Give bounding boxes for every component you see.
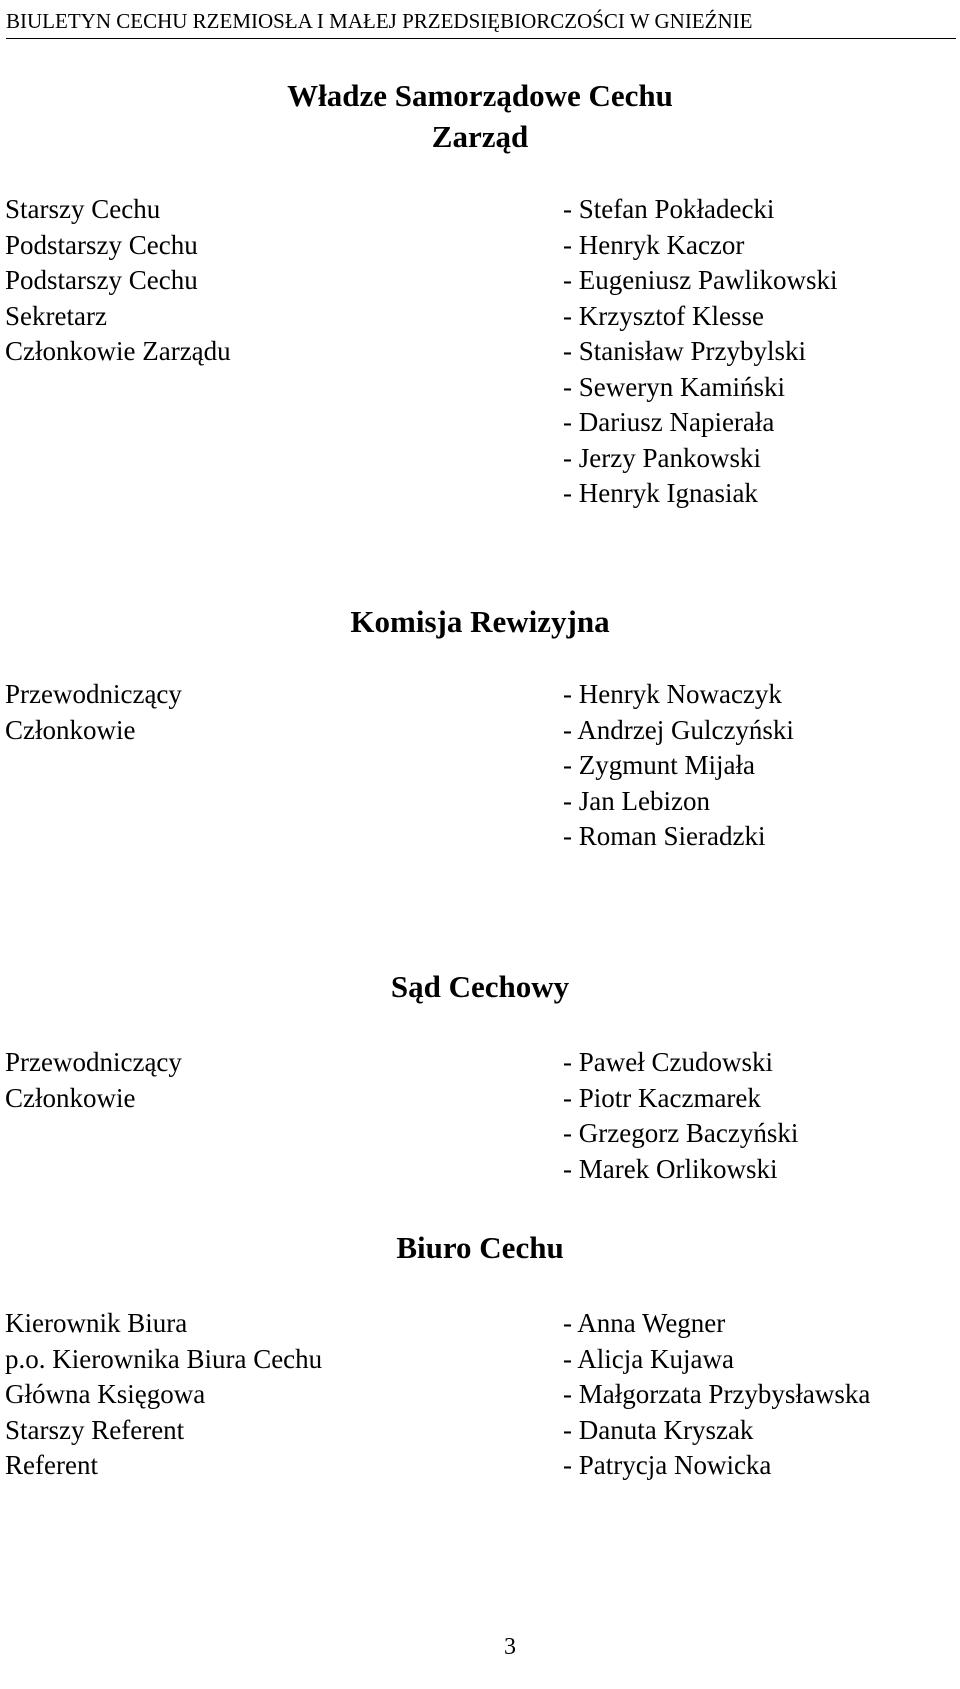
role-label: Podstarszy Cechu <box>5 265 198 295</box>
zarzad-title: Zarząd <box>431 119 529 154</box>
zarzad-roles <box>5 192 231 370</box>
sad-title: Sąd Cechowy <box>390 969 570 1004</box>
role-label: Członkowie <box>5 1082 136 1113</box>
member-name: - Grzegorz Baczyński <box>563 1118 799 1148</box>
zarzad-names <box>563 192 837 512</box>
member-name: - Roman Sieradzki <box>563 821 766 851</box>
member-name: - Patrycja Nowicka <box>563 1450 772 1480</box>
biuro-title: Biuro Cechu <box>396 1230 564 1265</box>
page-number: 3 <box>504 1634 516 1660</box>
member-name: - Eugeniusz Pawlikowski <box>563 265 838 295</box>
role-label: Członkowie Zarządu <box>5 336 231 366</box>
member-name: - Seweryn Kamiński <box>563 371 785 402</box>
member-name: - Paweł Czudowski <box>563 1047 773 1077</box>
role-label: Sekretarz <box>5 300 107 331</box>
member-name: - Marek Orlikowski <box>563 1153 778 1184</box>
member-name: - Piotr Kaczmarek <box>563 1082 761 1113</box>
komisja-title: Komisja Rewizyjna <box>350 604 610 639</box>
member-name: - Alicja Kujawa <box>563 1343 734 1374</box>
member-name: - Jan Lebizon <box>563 785 710 816</box>
role-label: Członkowie <box>5 714 136 745</box>
bulletin-header: BIULETYN CECHU RZEMIOSŁA I MAŁEJ PRZEDSIĘBIORCZOŚCI W GNIEŹNIE <box>6 8 956 39</box>
member-name: - Andrzej Gulczyński <box>563 714 794 745</box>
role-label: Starszy Cechu <box>5 194 161 224</box>
member-name: - Krzysztof Klesse <box>563 300 764 331</box>
member-name: - Henryk Ignasiak <box>563 478 758 508</box>
role-label: Starszy Referent <box>5 1414 185 1445</box>
member-name: - Henryk Nowaczyk <box>563 679 782 709</box>
member-name: - Stanisław Przybylski <box>563 336 806 366</box>
role-label: Przewodniczący <box>5 679 182 709</box>
sad-names <box>563 1045 798 1187</box>
member-name: - Stefan Pokładecki <box>563 194 775 224</box>
biuro-roles <box>5 1306 322 1484</box>
role-label: p.o. Kierownika Biura Cechu <box>5 1343 323 1374</box>
biuro-names <box>563 1306 870 1484</box>
role-label: Główna Księgowa <box>5 1379 206 1409</box>
role-label: Referent <box>5 1450 98 1480</box>
sad-roles <box>5 1045 182 1116</box>
member-name: - Henryk Kaczor <box>563 229 745 260</box>
member-name: - Anna Wegner <box>563 1308 726 1338</box>
member-name: - Danuta Kryszak <box>563 1414 754 1445</box>
member-name: - Małgorzata Przybysławska <box>563 1379 871 1409</box>
main-title: Władze Samorządowe Cechu <box>287 78 673 113</box>
role-label: Podstarszy Cechu <box>5 229 198 260</box>
role-label: Kierownik Biura <box>5 1308 188 1338</box>
member-name: - Dariusz Napierała <box>563 407 775 437</box>
member-name: - Zygmunt Mijała <box>563 750 755 780</box>
komisja-roles <box>5 677 182 748</box>
role-label: Przewodniczący <box>5 1047 182 1077</box>
member-name: - Jerzy Pankowski <box>563 442 761 473</box>
komisja-names <box>563 677 794 855</box>
